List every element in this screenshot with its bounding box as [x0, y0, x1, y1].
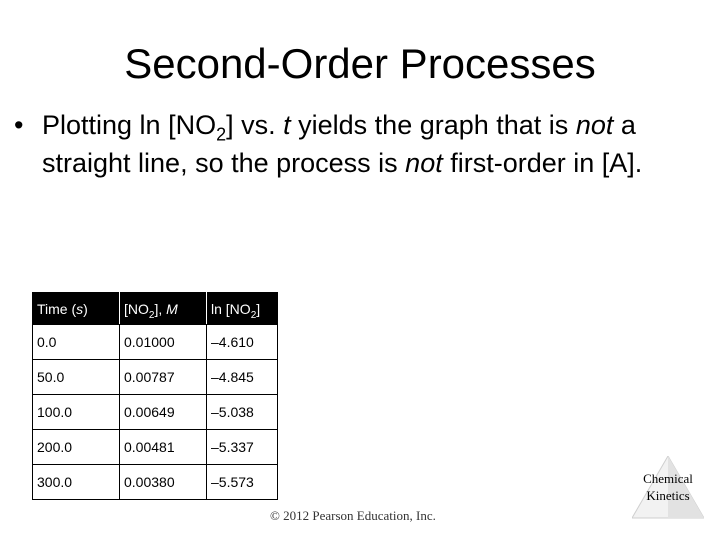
header-time-unit: s	[76, 300, 84, 317]
header-time	[33, 293, 120, 325]
cell-ln-concentration: –4.610	[207, 325, 278, 360]
cell-ln-concentration: –4.845	[207, 360, 278, 395]
header-conc-sub: 2	[148, 309, 155, 321]
header-conc-pre: [NO	[124, 300, 149, 317]
bullet-italic-not-2: not	[405, 148, 443, 178]
table-row	[33, 430, 278, 465]
bullet-text-part1: Plotting ln [NO	[42, 110, 217, 140]
table-header-row	[33, 293, 278, 325]
chapter-badge	[632, 456, 704, 524]
copyright-notice: © 2012 Pearson Education, Inc.	[270, 508, 436, 523]
header-conc-post: ],	[154, 300, 167, 317]
table-row	[33, 325, 278, 360]
cell-concentration: 0.00649	[120, 395, 207, 430]
bullet-subscript: 2	[216, 124, 227, 145]
cell-concentration: 0.00380	[120, 465, 207, 500]
header-time-post: )	[83, 300, 88, 317]
header-ln-concentration	[207, 293, 278, 325]
header-conc-unit: M	[166, 300, 178, 317]
cell-ln-concentration: –5.038	[207, 395, 278, 430]
cell-concentration: 0.00787	[120, 360, 207, 395]
bullet-text-part2: ] vs	[226, 110, 269, 140]
bullet-text	[42, 106, 694, 182]
cell-time: 50.0	[33, 360, 120, 395]
bullet-text-part3: .	[268, 110, 284, 140]
bullet-point	[14, 106, 694, 182]
bullet-text-part6: first-order in [A].	[442, 148, 643, 178]
table-row	[33, 395, 278, 430]
cell-concentration: 0.00481	[120, 430, 207, 465]
header-ln-post: ]	[256, 300, 261, 317]
bullet-text-part4: yields the graph that is	[290, 110, 576, 140]
cell-concentration: 0.01000	[120, 325, 207, 360]
bullet-italic-t: t	[283, 110, 291, 140]
cell-time: 200.0	[33, 430, 120, 465]
header-ln-pre: ln [NO	[211, 300, 251, 317]
cell-ln-concentration: –5.337	[207, 430, 278, 465]
cell-time: 0.0	[33, 325, 120, 360]
badge-label-line1: Chemical	[643, 471, 693, 486]
bullet-italic-not-1: not	[575, 110, 614, 140]
bullet-symbol: •	[14, 110, 24, 140]
cell-time: 300.0	[33, 465, 120, 500]
header-concentration	[120, 293, 207, 325]
header-time-pre: Time (	[37, 300, 77, 317]
badge-label-line2: Kinetics	[646, 488, 690, 503]
cell-time: 100.0	[33, 395, 120, 430]
cell-ln-concentration: –5.573	[207, 465, 278, 500]
slide-title: Second-Order Processes	[124, 40, 596, 87]
bullet-text-part5: a straight line, so the process is	[42, 110, 636, 178]
table-row	[33, 360, 278, 395]
concentration-table	[32, 292, 278, 500]
table-row	[33, 465, 278, 500]
header-ln-sub: 2	[250, 309, 257, 321]
